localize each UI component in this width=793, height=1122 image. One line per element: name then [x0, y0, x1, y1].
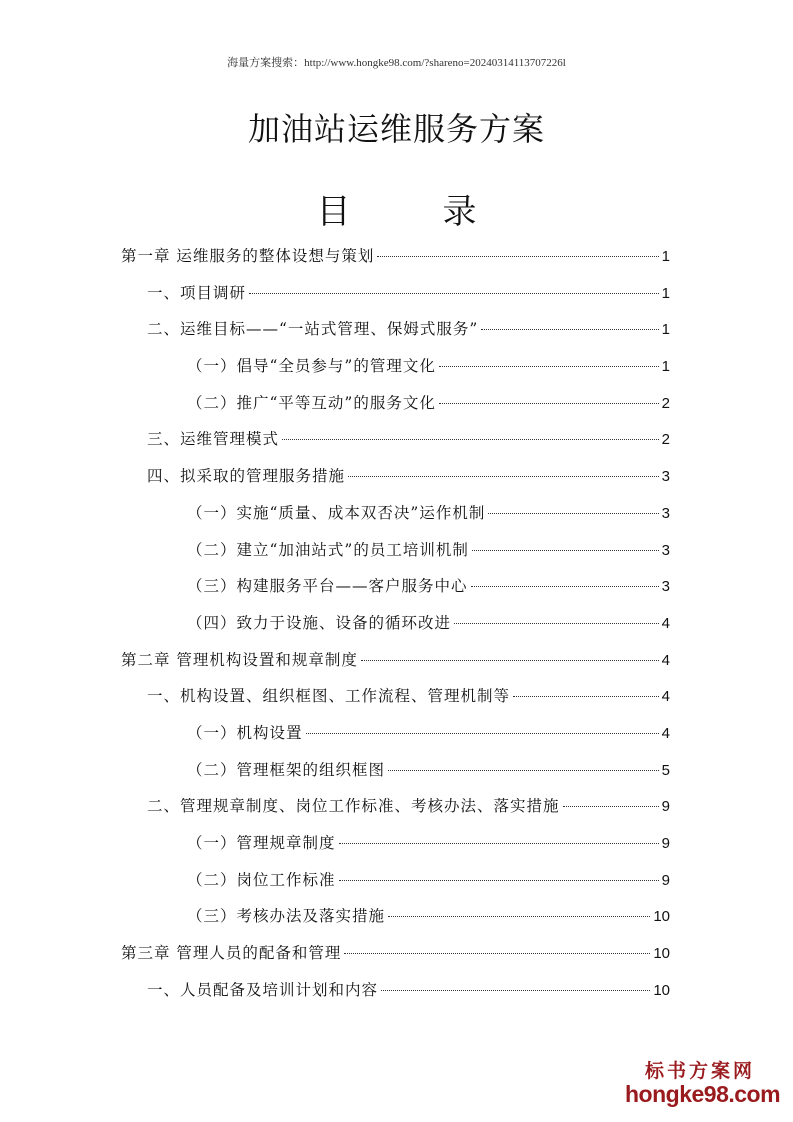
- toc-dot-leader: [481, 329, 658, 330]
- toc-entry-label: （二）管理框架的组织框图: [187, 760, 386, 779]
- toc-entry[interactable]: [121, 391, 670, 428]
- toc-entry-label: （二）建立“加油站式”的员工培训机制: [187, 540, 469, 559]
- toc-dot-leader: [388, 770, 659, 771]
- toc-entry-label: （四）致力于设施、设备的循环改进: [187, 613, 452, 632]
- toc-entry-label: （一）机构设置: [187, 723, 303, 742]
- toc-entry[interactable]: [121, 501, 670, 538]
- toc-entry-page: 3: [661, 468, 670, 486]
- toc-entry[interactable]: [121, 684, 670, 721]
- toc-dot-leader: [471, 586, 659, 587]
- toc-entry-label: （一）管理规章制度: [187, 834, 336, 852]
- toc-dot-leader: [348, 476, 659, 477]
- toc-dot-leader: [339, 843, 659, 844]
- toc-entry[interactable]: [121, 427, 670, 464]
- toc-entry[interactable]: [121, 281, 670, 318]
- toc-entry-page: 9: [661, 798, 670, 816]
- toc-entry-label: 二、运维目标——“一站式管理、保姆式服务”: [147, 320, 479, 339]
- toc-entry-page: 2: [661, 431, 670, 449]
- toc-dot-leader: [377, 256, 658, 257]
- toc-entry[interactable]: [121, 648, 670, 685]
- watermark-en-text: hongke98.com: [625, 1081, 781, 1107]
- source-note: 海量方案搜索：http://www.hongke98.com/?shareno=20240314113707226l: [227, 57, 566, 69]
- toc-entry-label: （一）倡导“全员参与”的管理文化: [187, 357, 436, 376]
- toc-entry-page: 10: [653, 945, 670, 963]
- toc-entry-label: （一）实施“质量、成本双否决”运作机制: [187, 503, 486, 522]
- toc-entry[interactable]: [121, 721, 670, 758]
- toc-heading-left: 目: [316, 192, 351, 232]
- toc-dot-leader: [488, 513, 658, 514]
- document-title: 加油站运维服务方案: [247, 110, 545, 148]
- toc-entry-label: 一、机构设置、组织框图、工作流程、管理机制等: [147, 687, 511, 706]
- toc-entry-label: 第二章 管理机构设置和规章制度: [121, 650, 358, 669]
- toc-dot-leader: [249, 293, 659, 294]
- toc-dot-leader: [381, 990, 650, 991]
- toc-entry[interactable]: [121, 611, 670, 648]
- toc-dot-leader: [388, 916, 650, 917]
- toc-entry-label: 一、人员配备及培训计划和内容: [147, 980, 379, 999]
- toc-entry[interactable]: [121, 317, 670, 354]
- toc-heading: [0, 184, 793, 233]
- toc-dot-leader: [282, 439, 659, 440]
- toc-dot-leader: [361, 660, 659, 661]
- toc-entry[interactable]: [121, 464, 670, 501]
- toc-entry-page: 3: [661, 578, 670, 596]
- toc-entry-page: 1: [661, 284, 670, 302]
- toc-entry[interactable]: [121, 904, 670, 941]
- toc-entry-page: 4: [661, 688, 670, 706]
- toc-entry-page: 3: [661, 504, 670, 522]
- toc-entry-page: 9: [661, 835, 670, 852]
- toc-dot-leader: [472, 550, 659, 551]
- toc-entry[interactable]: [121, 538, 670, 575]
- toc-dot-leader: [306, 733, 659, 734]
- toc-dot-leader: [439, 366, 659, 367]
- toc-entry[interactable]: [121, 244, 670, 281]
- toc-entry[interactable]: [121, 758, 670, 795]
- toc-entry-label: 一、项目调研: [147, 283, 247, 302]
- toc-entry[interactable]: [121, 574, 670, 611]
- toc-entry-label: （二）岗位工作标准: [187, 870, 336, 889]
- toc-dot-leader: [344, 953, 650, 954]
- toc-entry-page: 1: [661, 321, 670, 339]
- toc-entry[interactable]: [121, 868, 670, 905]
- toc-entry-page: 10: [653, 908, 670, 926]
- watermark-cn-text: 标书方案网: [644, 1060, 755, 1082]
- toc-entry-page: 5: [661, 761, 670, 779]
- toc-dot-leader: [454, 623, 659, 624]
- toc-entry-label: （二）推广“平等互动”的服务文化: [187, 393, 436, 412]
- toc-entry-label: 三、运维管理模式: [147, 430, 280, 449]
- toc-entry[interactable]: [121, 794, 670, 831]
- table-of-contents: [121, 244, 670, 1014]
- toc-entry[interactable]: [121, 978, 670, 1015]
- toc-entry-page: 3: [661, 541, 670, 559]
- toc-dot-leader: [339, 880, 659, 881]
- toc-entry-label: 第三章 管理人员的配备和管理: [121, 944, 342, 963]
- toc-entry-label: 第一章 运维服务的整体设想与策划: [121, 247, 375, 265]
- toc-entry[interactable]: [121, 354, 670, 391]
- toc-dot-leader: [513, 696, 659, 697]
- toc-entry-label: （三）考核办法及落实措施: [187, 907, 386, 926]
- toc-entry-page: 2: [661, 394, 670, 412]
- toc-dot-leader: [563, 806, 659, 807]
- toc-entry-label: 二、管理规章制度、岗位工作标准、考核办法、落实措施: [147, 797, 560, 816]
- toc-entry-page: 1: [661, 248, 670, 265]
- toc-entry[interactable]: [121, 941, 670, 978]
- toc-entry-label: 四、拟采取的管理服务措施: [147, 467, 346, 486]
- toc-entry-label: （三）构建服务平台——客户服务中心: [187, 577, 468, 596]
- toc-entry[interactable]: [121, 831, 670, 868]
- toc-entry-page: 4: [661, 614, 670, 632]
- toc-entry-page: 4: [661, 724, 670, 742]
- toc-entry-page: 9: [661, 871, 670, 889]
- toc-heading-right: 录: [442, 192, 477, 232]
- toc-dot-leader: [439, 403, 659, 404]
- toc-entry-page: 10: [653, 981, 670, 999]
- toc-entry-page: 1: [661, 358, 670, 376]
- toc-entry-page: 4: [661, 651, 670, 669]
- watermark-logo: [625, 1056, 781, 1108]
